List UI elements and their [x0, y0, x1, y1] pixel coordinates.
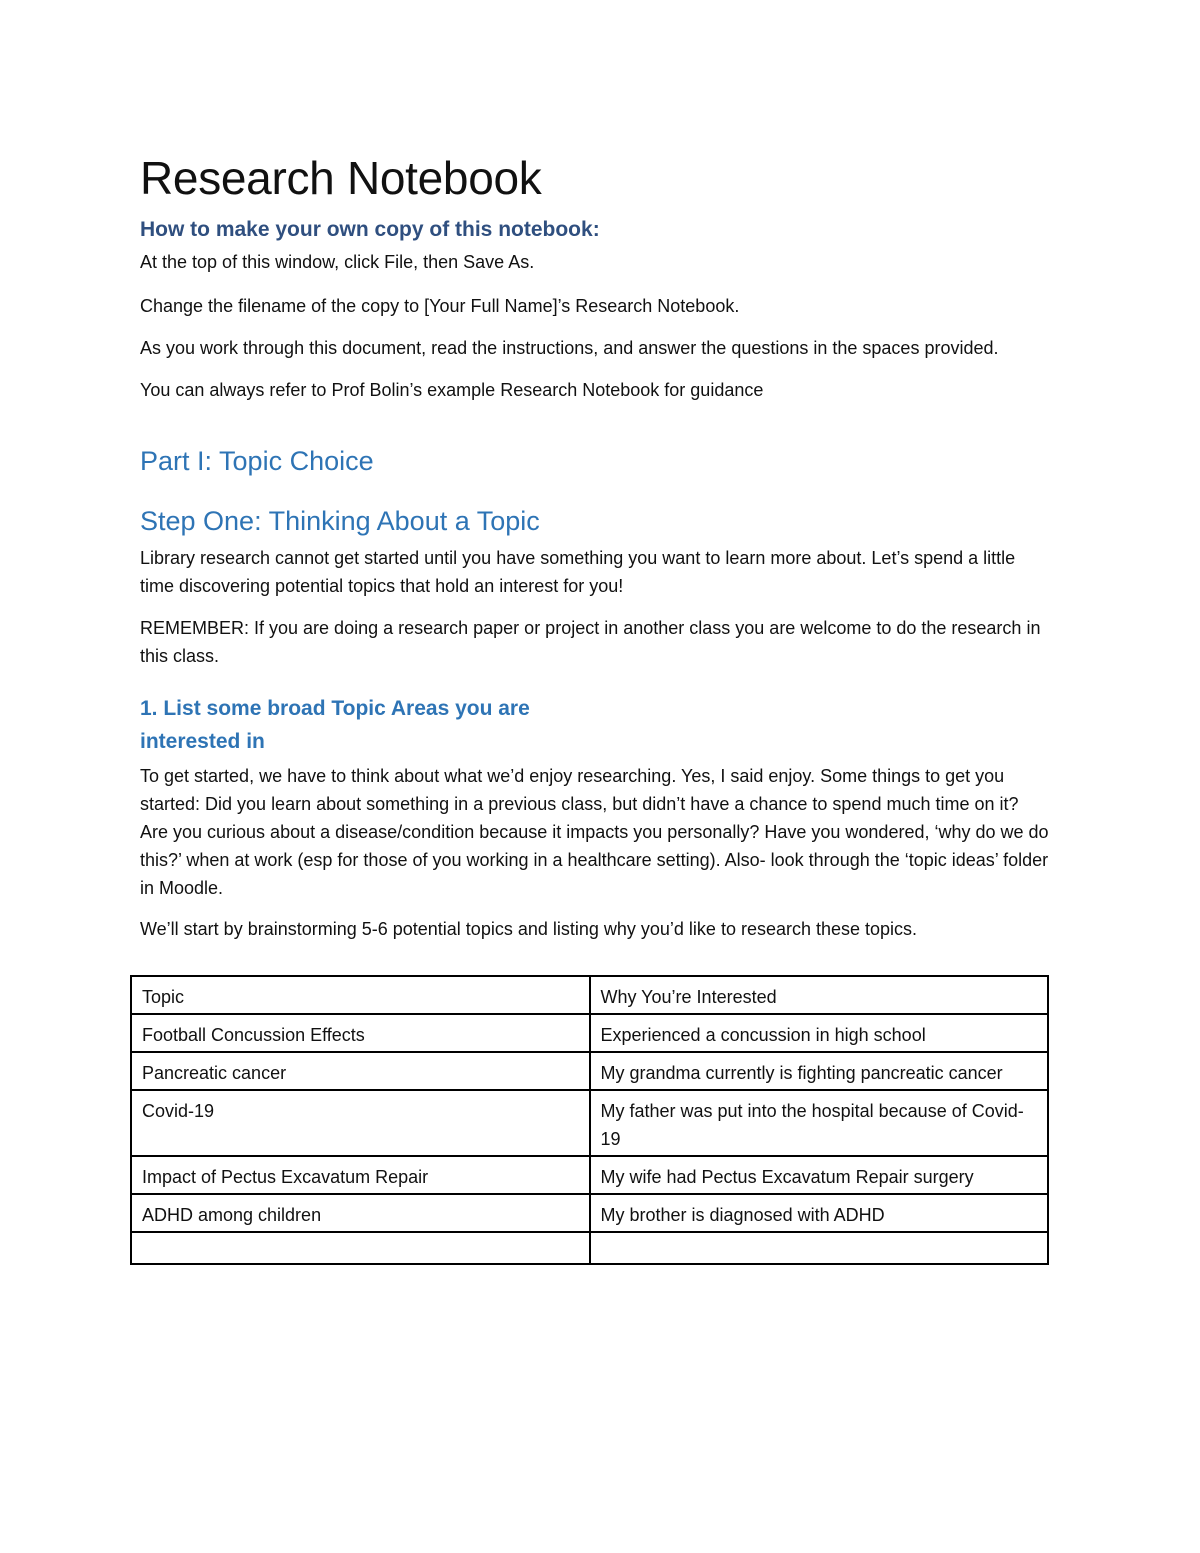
- topic-cell[interactable]: Pancreatic cancer: [131, 1052, 590, 1090]
- copy-step-2: Change the filename of the copy to [Your Full Name]’s Research Notebook.: [140, 296, 740, 316]
- step-intro: Library research cannot get started until you have something you want to learn more about. Let’s spend a little time discovering potential topics that hold an interest for you!: [140, 548, 1016, 596]
- table-row: [131, 1090, 1048, 1156]
- part-heading: Part I: Topic Choice: [140, 446, 374, 476]
- copy-step-1: At the top of this window, click File, then Save As.: [140, 252, 535, 272]
- copy-instructions-heading: How to make your own copy of this notebook:: [140, 218, 600, 241]
- reason-cell[interactable]: My father was put into the hospital because of Covid-19: [590, 1090, 1049, 1156]
- brainstorm-text: We’ll start by brainstorming 5-6 potential topics and listing why you’d like to research these topics.: [140, 919, 918, 939]
- reason-cell[interactable]: My grandma currently is fighting pancreatic cancer: [590, 1052, 1049, 1090]
- table-header-row: [131, 976, 1048, 1014]
- table-row-empty: [131, 1232, 1048, 1264]
- topic-cell[interactable]: Football Concussion Effects: [131, 1014, 590, 1052]
- table-row: [131, 1052, 1048, 1090]
- table-row: [131, 1156, 1048, 1194]
- reason-cell[interactable]: Experienced a concussion in high school: [590, 1014, 1049, 1052]
- topics-table: [130, 975, 1049, 1265]
- topic-cell[interactable]: Impact of Pectus Excavatum Repair: [131, 1156, 590, 1194]
- topic-cell-empty[interactable]: [131, 1232, 590, 1264]
- table-header-topic: Topic: [131, 976, 590, 1014]
- document-page: [140, 148, 1050, 942]
- document-title: Research Notebook: [140, 152, 542, 204]
- reason-cell[interactable]: My wife had Pectus Excavatum Repair surgery: [590, 1156, 1049, 1194]
- step-heading: Step One: Thinking About a Topic: [140, 506, 540, 536]
- topic-cell[interactable]: Covid-19: [131, 1090, 590, 1156]
- reason-cell[interactable]: My brother is diagnosed with ADHD: [590, 1194, 1049, 1232]
- reason-cell-empty[interactable]: [590, 1232, 1049, 1264]
- table-row: [131, 1014, 1048, 1052]
- table-row: [131, 1194, 1048, 1232]
- question-heading: 1. List some broad Topic Areas you are interested in: [140, 697, 530, 753]
- remember-note: REMEMBER: If you are doing a research paper or project in another class you are welcome to do the research in this class.: [140, 618, 1041, 666]
- copy-step-4: You can always refer to Prof Bolin’s example Research Notebook for guidance: [140, 380, 764, 400]
- question-text: To get started, we have to think about what we’d enjoy researching. Yes, I said enjoy. Some things to get you started: Did you learn about something in a previous class, but didn’t have a chance to spend much time on it? Are you curious about a disease/condition because it impacts you personally? Have you wondered, ‘why do we do this?’ when at work (esp for those of you working in a healthcare setting). Also- look through the ‘topic ideas’ folder in Moodle.: [140, 766, 1049, 898]
- copy-step-3: As you work through this document, read the instructions, and answer the questions in the spaces provided.: [140, 338, 999, 358]
- topic-cell[interactable]: ADHD among children: [131, 1194, 590, 1232]
- table-header-reason: Why You’re Interested: [590, 976, 1049, 1014]
